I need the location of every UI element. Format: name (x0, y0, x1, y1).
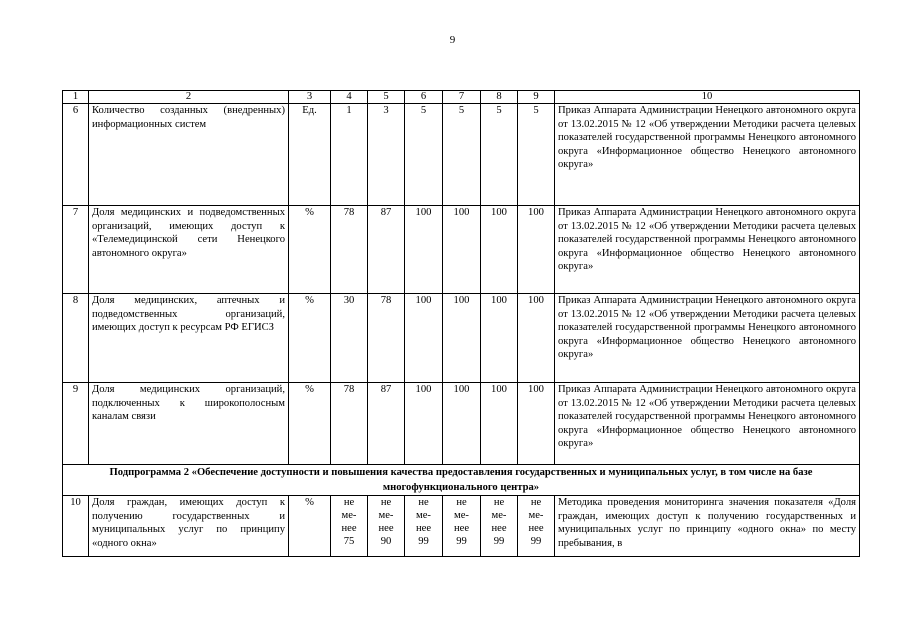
indicator-name: Доля медицинских и подведомственных организаций, имеющих доступ к «Телемедицинской сети Ненецкого автономного округа» (89, 206, 289, 294)
table-row (63, 383, 860, 465)
table-row (63, 206, 860, 294)
header-cell: 1 (63, 91, 89, 104)
subprogram-row (63, 465, 860, 496)
row-number: 7 (63, 206, 89, 294)
row-number: 8 (63, 294, 89, 383)
value-cell: не ме- нее 99 (443, 496, 481, 557)
value-cell: не ме- нее 99 (481, 496, 518, 557)
unit-cell: % (289, 294, 331, 383)
value-cell: 100 (443, 383, 481, 465)
page-number: 9 (449, 34, 456, 46)
subprogram-title: Подпрограмма 2 «Обеспечение доступности и повышения качества предоставления государственных и муниципальных услуг, в том числе на базе многофункционального центра» (63, 465, 860, 496)
source-document: Методика проведения мониторинга значения показателя «Доля граждан, имеющих доступ к получению государственных и муниципальных услуг по принципу «одного окна» по месту пребывания, в (555, 496, 860, 557)
indicators-table (62, 90, 860, 557)
value-cell: 100 (518, 383, 555, 465)
row-number: 6 (63, 104, 89, 206)
value-cell: не ме- нее 99 (518, 496, 555, 557)
header-cell: 4 (331, 91, 368, 104)
source-document: Приказ Аппарата Администрации Ненецкого автономного округа от 13.02.2015 № 12 «Об утверждении Методики расчета целевых показателей государственной программы Ненецкого автономного округа «Информационное общество Ненецкого автономного округа» (555, 383, 860, 465)
table-row (63, 294, 860, 383)
indicator-name: Количество созданных (внедренных) информационных систем (89, 104, 289, 206)
header-cell: 9 (518, 91, 555, 104)
value-cell: 100 (405, 206, 443, 294)
header-cell: 2 (89, 91, 289, 104)
value-cell: 1 (331, 104, 368, 206)
header-cell: 5 (368, 91, 405, 104)
header-cell: 8 (481, 91, 518, 104)
value-cell: 78 (331, 206, 368, 294)
value-cell: не ме- нее 75 (331, 496, 368, 557)
value-cell: 100 (518, 206, 555, 294)
value-cell: 78 (368, 294, 405, 383)
indicator-name: Доля медицинских, аптечных и подведомственных организаций, имеющих доступ к ресурсам РФ ЕГИСЗ (89, 294, 289, 383)
value-cell: 5 (481, 104, 518, 206)
unit-cell: % (289, 496, 331, 557)
value-cell: 30 (331, 294, 368, 383)
table-row (63, 104, 860, 206)
header-cell: 6 (405, 91, 443, 104)
value-cell: 78 (331, 383, 368, 465)
indicator-name: Доля медицинских организаций, подключенных к широкополосным каналам связи (89, 383, 289, 465)
unit-cell: % (289, 383, 331, 465)
unit-cell: % (289, 206, 331, 294)
value-cell: не ме- нее 90 (368, 496, 405, 557)
indicator-name: Доля граждан, имеющих доступ к получению государственных и муниципальных услуг по принципу «одного окна» (89, 496, 289, 557)
value-cell: не ме- нее 99 (405, 496, 443, 557)
source-document: Приказ Аппарата Администрации Ненецкого автономного округа от 13.02.2015 № 12 «Об утверждении Методики расчета целевых показателей государственной программы Ненецкого автономного округа «Информационное общество Ненецкого автономного округа» (555, 104, 860, 206)
header-cell: 7 (443, 91, 481, 104)
value-cell: 87 (368, 206, 405, 294)
header-cell: 10 (555, 91, 860, 104)
unit-cell: Ед. (289, 104, 331, 206)
value-cell: 100 (443, 294, 481, 383)
source-document: Приказ Аппарата Администрации Ненецкого автономного округа от 13.02.2015 № 12 «Об утверждении Методики расчета целевых показателей государственной программы Ненецкого автономного округа «Информационное общество Ненецкого автономного округа» (555, 206, 860, 294)
source-document: Приказ Аппарата Администрации Ненецкого автономного округа от 13.02.2015 № 12 «Об утверждении Методики расчета целевых показателей государственной программы Ненецкого автономного округа «Информационное общество Ненецкого автономного округа» (555, 294, 860, 383)
header-cell: 3 (289, 91, 331, 104)
value-cell: 87 (368, 383, 405, 465)
value-cell: 100 (405, 294, 443, 383)
header-row (63, 91, 860, 104)
value-cell: 100 (481, 383, 518, 465)
row-number: 10 (63, 496, 89, 557)
value-cell: 3 (368, 104, 405, 206)
value-cell: 5 (518, 104, 555, 206)
table-row (63, 496, 860, 557)
value-cell: 100 (518, 294, 555, 383)
value-cell: 100 (443, 206, 481, 294)
row-number: 9 (63, 383, 89, 465)
value-cell: 5 (405, 104, 443, 206)
value-cell: 100 (405, 383, 443, 465)
value-cell: 5 (443, 104, 481, 206)
value-cell: 100 (481, 294, 518, 383)
value-cell: 100 (481, 206, 518, 294)
